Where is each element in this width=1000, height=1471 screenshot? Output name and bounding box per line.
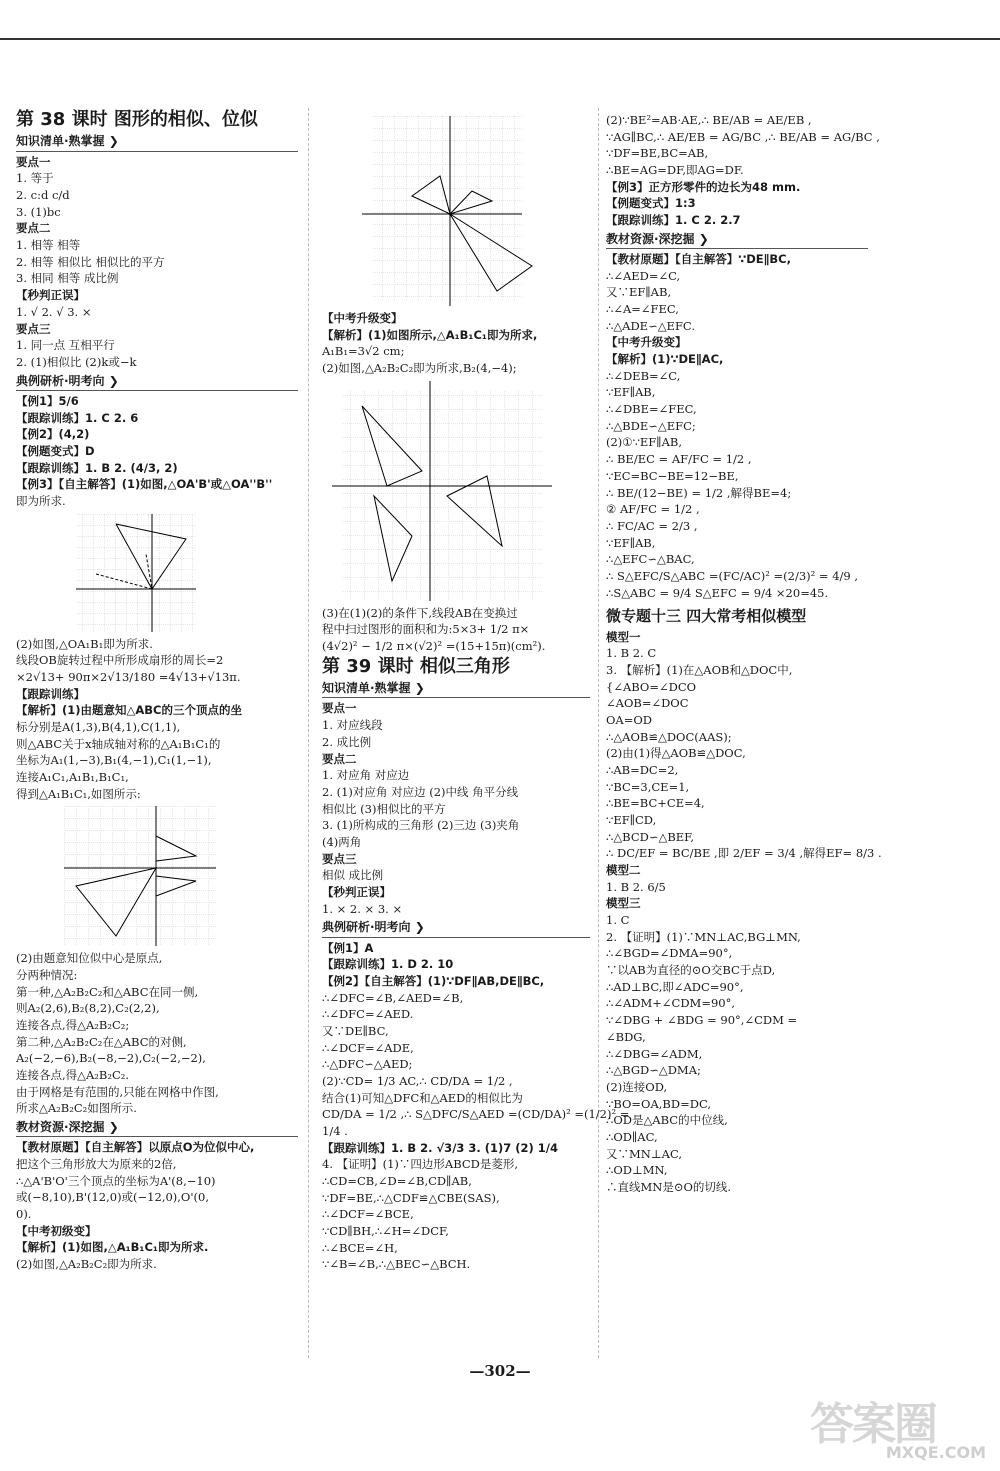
text-line: 1. B 2. C — [606, 646, 657, 661]
text-line: ∵以AB为直径的⊙O交BC于点D, — [606, 963, 776, 978]
text-line: 【例3】【自主解答】(1)如图,△OA'B'或△OA''B'' — [16, 477, 273, 492]
text-line: 【解析】(1)如图,△A₁B₁C₁即为所求. — [16, 1240, 209, 1255]
text-line: ∴ BE/EC = AF/FC = 1/2 , — [606, 452, 752, 467]
text-block — [606, 112, 880, 229]
coordinate-grid-figure — [16, 806, 298, 946]
text-line: ∴△BDE∽△EFC; — [606, 418, 696, 433]
text-line: 【例2】(4,2) — [16, 427, 90, 442]
text-line: {∠ABO=∠DCO — [606, 679, 697, 694]
text-line: 4. 【证明】(1)∵四边形ABCD是菱形, — [322, 1157, 519, 1172]
text-line: ∴△ADE∽△EFC. — [606, 318, 695, 333]
section-header: 典例研析·明考向 ❯ — [322, 919, 590, 937]
text-line: ∴OD是△ABC的中位线, — [606, 1113, 728, 1128]
text-line: 【解析】(1)由题意知△ABC的三个顶点的坐 — [16, 703, 242, 718]
text-line: ∵DF=BE,∴△CDF≌△CBE(SAS), — [322, 1190, 500, 1205]
lesson-39-title: 第 39 课时 相似三角形 — [322, 655, 510, 677]
column-1 — [16, 108, 298, 1273]
text-line: 0). — [16, 1207, 32, 1222]
text-line: 线段OB旋转过程中所形成扇形的周长=2 — [16, 653, 224, 668]
column-3 — [606, 112, 882, 1196]
text-line: 1. C — [606, 913, 630, 928]
text-line: (2)如图,△A₂B₂C₂即为所求,B₂(4,−4); — [322, 361, 517, 376]
text-line: A₂(−2,−6),B₂(−8,−2),C₂(−2,−2), — [16, 1051, 206, 1066]
text-block — [322, 700, 590, 917]
text-line: 要点三 — [322, 851, 357, 866]
text-line: 【例2】【自主解答】(1)∵DF∥AB,DE∥BC, — [322, 973, 545, 988]
text-line: (2)由题意知位似中心是原点, — [16, 951, 163, 966]
text-line: 则△ABC关于x轴成轴对称的△A₁B₁C₁的 — [16, 736, 221, 751]
text-line: ∴∠ADM+∠CDM=90°, — [606, 996, 735, 1011]
text-block — [606, 251, 868, 601]
text-line: ∴S△ABC = 9/4 S△EFC = 9/4 ×20=45. — [606, 585, 829, 600]
text-line: ∴BE=BC+CE=4, — [606, 796, 705, 811]
text-line: 把这个三角形放大为原来的2倍, — [16, 1157, 177, 1172]
text-block — [16, 393, 298, 510]
coordinate-grid-figure — [16, 514, 298, 632]
text-line: 由于网格是有范围的,只能在网格中作图, — [16, 1084, 219, 1099]
text-line: 【中考升级变】 — [606, 335, 687, 350]
text-block — [322, 605, 590, 655]
text-line: 2. 【证明】(1)∵MN⊥AC,BG⊥MN, — [606, 929, 801, 944]
text-line: ∴∠DFC=∠B,∠AED=∠B, — [322, 990, 464, 1005]
text-line: 1. √ 2. √ 3. × — [16, 304, 92, 319]
text-line: ∴∠BCE=∠H, — [322, 1240, 398, 1255]
text-line: ∴△BCD∽△BEF, — [606, 829, 695, 844]
text-line: ∴△EFC∽△BAC, — [606, 552, 695, 567]
text-line: (2)∵BE²=AB·AE,∴ BE/AB = AE/EB , — [606, 113, 812, 127]
text-block — [16, 1139, 298, 1272]
text-line: 【跟踪训练】1. D 2. 10 — [322, 957, 454, 972]
text-line: 2. (1)相似比 (2)k或−k — [16, 354, 137, 369]
text-line: 1. 对应角 对应边 — [322, 768, 410, 783]
text-line: ∴△A'B'O'三个顶点的坐标为A'(8,−10) — [16, 1173, 216, 1188]
text-line: 1. 等于 — [16, 171, 54, 186]
text-line: 【中考初级变】 — [16, 1223, 97, 1238]
section-header: 典例研析·明考向 ❯ — [16, 373, 298, 391]
text-line: 又∵MN⊥AC, — [606, 1146, 683, 1161]
text-line: 所求△A₂B₂C₂如图所示. — [16, 1101, 137, 1116]
text-line: (2)由(1)得△AOB≌△DOC, — [606, 746, 746, 761]
text-line: (4√2)² − 1/2 π×(√2)² =(15+15π)(cm²). — [322, 639, 546, 654]
text-line: ∵EF∥CD, — [606, 813, 657, 828]
section-header: 教材资源·深挖掘 ❯ — [606, 231, 868, 249]
text-line: ∵AG∥BC,∴ AE/EB = AG/BC ,∴ BE/AB = AG/BC , — [606, 129, 880, 144]
section-header: 知识清单·熟掌握 ❯ — [16, 133, 298, 151]
text-line: ∴∠DCF=∠BCE, — [322, 1207, 414, 1222]
text-line: ∵∠DBG + ∠BDG = 90°,∠CDM = — [606, 1013, 798, 1028]
text-line: ∴△AOB≌△DOC(AAS); — [606, 729, 732, 744]
text-line: ∴∠DBE=∠FEC, — [606, 402, 697, 417]
text-block — [16, 154, 298, 371]
text-line: 或(−8,10),B'(12,0)或(−12,0),O'(0, — [16, 1190, 209, 1205]
text-line: ∵DF=BE,BC=AB, — [606, 146, 709, 161]
text-line: 要点一 — [322, 701, 357, 716]
text-line: 相似 成比例 — [322, 868, 384, 883]
text-line: 3. 相同 相等 成比例 — [16, 271, 119, 286]
text-line: 结合(1)可知△DFC和△AED的相似比为 — [322, 1090, 523, 1105]
topic-13-title: 微专题十三 四大常考相似模型 — [606, 607, 807, 626]
text-line: 坐标为A₁(1,−3),B₁(4,−1),C₁(1,−1), — [16, 753, 212, 768]
text-line: ∵EF∥AB, — [606, 535, 656, 550]
text-line: 分两种情况: — [16, 968, 78, 982]
text-line: 要点二 — [16, 221, 51, 236]
text-line: 2. (1)对应角 对应边 (2)中线 角平分线 — [322, 784, 519, 799]
text-line: 【秒判正误】 — [16, 288, 85, 303]
column-divider — [308, 108, 310, 1358]
text-line: ×2√13+ 90π×2√13/180 =4√13+√13π. — [16, 669, 241, 684]
text-line: ∴△DFC∽△AED; — [322, 1057, 413, 1072]
text-line: 【教材原题】【自主解答】以原点O为位似中心, — [16, 1140, 255, 1155]
text-line: 连接各点,得△A₂B₂C₂. — [16, 1068, 130, 1083]
text-line: 又∵DE∥BC, — [322, 1023, 389, 1038]
text-line: ∵BO=OA,BD=DC, — [606, 1096, 712, 1111]
text-line: (3)在(1)(2)的条件下,线段AB在变换过 — [322, 605, 518, 620]
text-line: ∵EC=BC−BE=12−BE, — [606, 468, 739, 483]
text-line: ∠BDG, — [606, 1029, 646, 1044]
text-line: ∴CD=CB,∠D=∠B,CD∥AB, — [322, 1174, 472, 1189]
text-line: ∵CD∥BH,∴∠H=∠DCF, — [322, 1224, 449, 1239]
coordinate-grid-figure — [322, 116, 590, 306]
text-line: 第一种,△A₂B₂C₂和△ABC在同一侧, — [16, 984, 199, 999]
text-block — [16, 636, 298, 803]
text-line: ② AF/FC = 1/2 , — [606, 502, 700, 517]
text-line: ∴OD⊥MN, — [606, 1163, 668, 1178]
text-line: OA=OD — [606, 713, 653, 728]
text-line: 【例题变式】D — [16, 443, 95, 458]
text-line: ∴OD∥AC, — [606, 1129, 658, 1144]
text-line: 【例题变式】1:3 — [606, 196, 696, 211]
text-line: 则A₂(2,6),B₂(8,2),C₂(2,2), — [16, 1001, 160, 1016]
text-line: 【跟踪训练】1. B 2. (4/3, 2) — [16, 460, 178, 475]
text-line: 【跟踪训练】1. C 2. 2.7 — [606, 213, 741, 228]
text-line: 【跟踪训练】1. B 2. √3/3 3. (1)7 (2) 1/4 — [322, 1140, 559, 1155]
text-line: 2. 相等 相似比 相似比的平方 — [16, 254, 165, 269]
text-line: (2)如图,△A₂B₂C₂即为所求. — [16, 1257, 157, 1272]
text-line: 1/4 . — [322, 1124, 348, 1138]
text-line: ∴∠DCF=∠ADE, — [322, 1040, 414, 1055]
section-header: 知识清单·熟掌握 ❯ — [322, 680, 590, 698]
text-line: 【教材原题】【自主解答】∵DE∥BC, — [606, 252, 791, 267]
text-line: 连接A₁C₁,A₁B₁,B₁C₁, — [16, 769, 129, 784]
text-line: 程中扫过图形的面积和为:5×3+ 1/2 π× — [322, 622, 530, 637]
text-line: 【例1】A — [322, 940, 374, 955]
text-line: ∴ FC/AC = 2/3 , — [606, 518, 698, 533]
text-line: (2)①∵EF∥AB, — [606, 435, 683, 450]
coordinate-grid-figure — [322, 381, 590, 601]
text-line: 1. 对应线段 — [322, 718, 383, 733]
text-line: 要点一 — [16, 154, 51, 169]
text-line: ∴ BE/(12−BE) = 1/2 ,解得BE=4; — [606, 485, 792, 500]
text-block — [606, 629, 882, 1196]
text-line: 标分别是A(1,3),B(4,1),C(1,1), — [16, 719, 181, 734]
text-line: 1. 同一点 互相平行 — [16, 338, 115, 353]
text-line: ∴ S△EFC/S△ABC =(FC/AC)² =(2/3)² = 4/9 , — [606, 568, 859, 583]
text-line: (4)两角 — [322, 834, 362, 849]
text-line: CD/DA = 1/2 ,∴ S△DFC/S△AED =(CD/DA)² =(1/2)² = — [322, 1107, 630, 1122]
column-divider — [598, 108, 600, 1358]
text-line: ∴∠DFC=∠AED. — [322, 1007, 414, 1022]
text-line: 模型二 — [606, 863, 641, 878]
text-line: 3. 【解析】(1)在△AOB和△DOC中, — [606, 663, 793, 678]
text-line: 【解析】(1)如图所示,△A₁B₁C₁即为所求, — [322, 327, 538, 342]
text-line: 要点二 — [322, 751, 357, 766]
text-line: 2. 成比例 — [322, 734, 372, 749]
watermark-text: 答案圈 — [810, 1399, 936, 1450]
section-header: 教材资源·深挖掘 ❯ — [16, 1119, 298, 1137]
text-line: ∠AOB=∠DOC — [606, 696, 689, 711]
text-line: ∴AB=DC=2, — [606, 763, 679, 778]
text-line: 模型一 — [606, 629, 641, 644]
page-number: —302— — [469, 1362, 531, 1380]
text-line: 第二种,△A₂B₂C₂在△ABC的对侧, — [16, 1034, 187, 1049]
lesson-38-title: 第 38 课时 图形的相似、位似 — [16, 109, 258, 130]
text-line: A₁B₁=3√2 cm; — [322, 344, 405, 359]
text-line: 【例3】正方形零件的边长为48 mm. — [606, 179, 801, 194]
text-line: ∴∠A=∠FEC, — [606, 302, 679, 317]
text-line: 要点三 — [16, 321, 51, 336]
text-line: 【中考升级变】 — [322, 311, 403, 325]
text-line: 【例1】5/6 — [16, 393, 79, 408]
text-line: 得到△A₁B₁C₁,如图所示: — [16, 786, 141, 801]
top-rule — [0, 38, 1000, 40]
text-line: 3. (1)bc — [16, 204, 61, 219]
text-line: 2. c:d c/d — [16, 188, 70, 203]
text-line: 又∵EF∥AB, — [606, 285, 672, 300]
text-line: ∴∠DEB=∠C, — [606, 368, 681, 383]
text-line: (2)如图,△OA₁B₁即为所求. — [16, 636, 153, 651]
text-line: ∵EF∥AB, — [606, 385, 656, 400]
text-line: 【秒判正误】 — [322, 884, 391, 899]
text-line: 【解析】(1)∵DE∥AC, — [606, 352, 724, 367]
text-line: 【跟踪训练】 — [16, 686, 85, 701]
text-line: ∴ DC/EF = BC/BE ,即 2/EF = 3/4 ,解得EF= 8/3 . — [606, 846, 882, 861]
text-line: ∴AD⊥BC,即∠ADC=90°, — [606, 979, 744, 994]
text-line: ∵∠B=∠B,∴△BEC∽△BCH. — [322, 1257, 471, 1272]
watermark-logo — [810, 1388, 986, 1462]
text-line: ∴△BGD∽△DMA; — [606, 1063, 701, 1078]
text-line: 1. 相等 相等 — [16, 238, 81, 253]
text-line: ∵BC=3,CE=1, — [606, 779, 690, 794]
watermark-site: MXQE.COM — [885, 1443, 986, 1462]
text-line: 模型三 — [606, 896, 641, 911]
text-line: ∴∠DBG=∠ADM, — [606, 1046, 703, 1061]
text-line: 1. × 2. × 3. × — [322, 901, 403, 916]
text-block — [322, 310, 590, 377]
text-block — [16, 950, 298, 1117]
text-line: ∴BE=AG=DF,即AG=DF. — [606, 163, 744, 178]
text-line: 【跟踪训练】1. C 2. 6 — [16, 410, 139, 425]
text-line: 即为所求. — [16, 493, 66, 508]
text-line: (2)∵CD= 1/3 AC,∴ CD/DA = 1/2 , — [322, 1073, 513, 1088]
text-line: ∴直线MN是⊙O的切线. — [606, 1179, 732, 1194]
text-line: (2)连接OD, — [606, 1079, 668, 1094]
text-line: 1. B 2. 6/5 — [606, 879, 666, 894]
text-line: 3. (1)所构成的三角形 (2)三边 (3)夹角 — [322, 818, 520, 833]
text-line: 连接各点,得△A₂B₂C₂; — [16, 1018, 130, 1033]
text-line: 相似比 (3)相似比的平方 — [322, 801, 446, 816]
text-line: ∴∠BGD=∠DMA=90°, — [606, 946, 733, 961]
text-line: ∴∠AED=∠C, — [606, 268, 681, 283]
